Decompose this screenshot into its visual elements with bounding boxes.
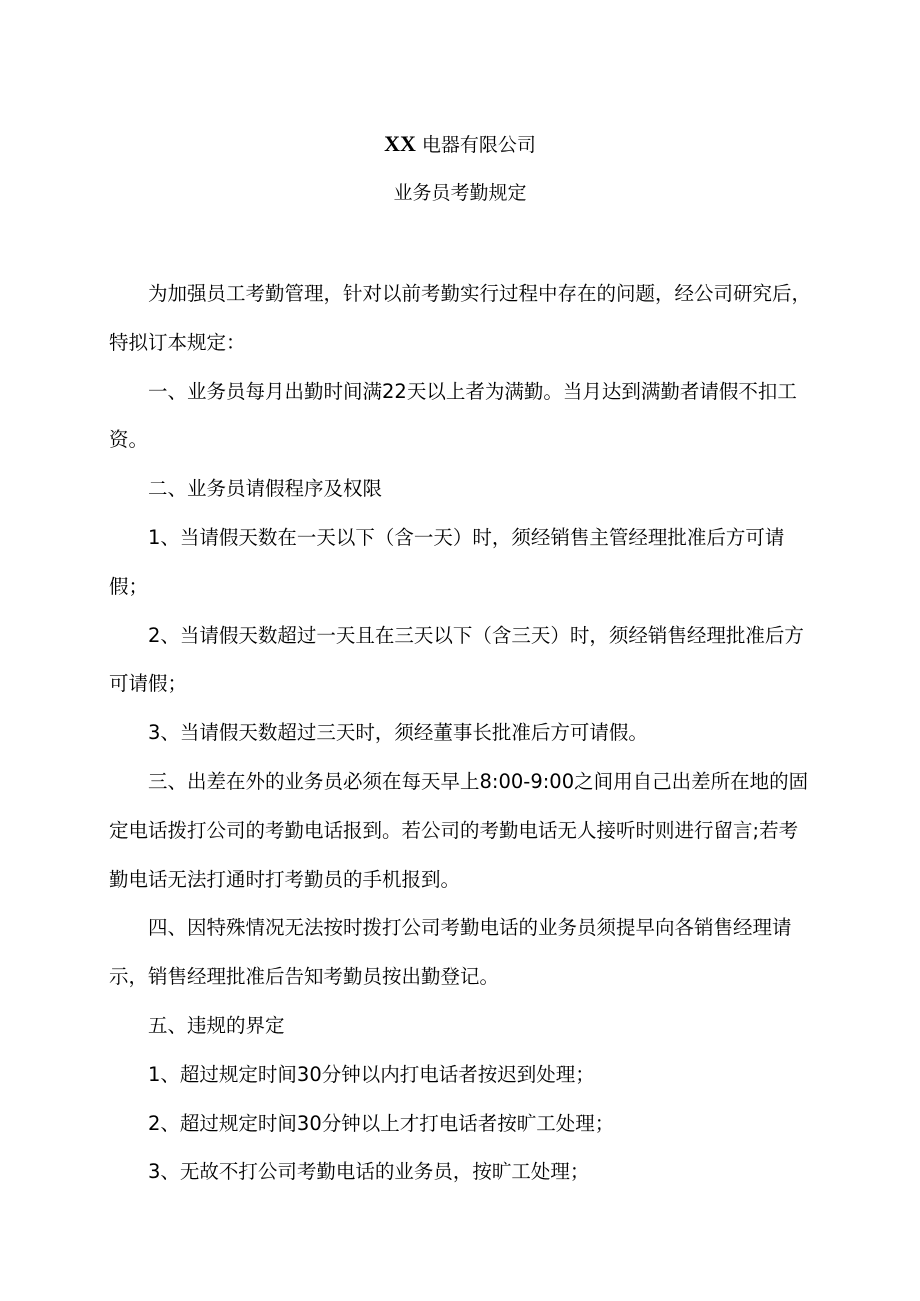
paragraph-section-2-heading: 二、业务员请假程序及权限 — [148, 477, 383, 501]
paragraph-section-2-item-3: 3、当请假天数超过三天时，须经董事长批准后方可请假。 — [148, 721, 648, 745]
company-prefix: XX — [384, 131, 416, 156]
paragraph-intro: 为加强员工考勤管理，针对以前考勤实行过程中存在的问题，经公司研究后，特拟订本规定： — [109, 282, 812, 354]
paragraph-section-2-item-2: 2、当请假天数超过一天且在三天以下（含三天）时，须经销售经理批准后方可请假； — [109, 623, 804, 696]
document-title: 业务员考勤规定 — [393, 182, 527, 204]
company-name: 电器有限公司 — [421, 134, 536, 156]
paragraph-section-5-item-1: 1、超过规定时间30分钟以内打电话者按迟到处理； — [148, 1062, 595, 1086]
paragraph-section-1: 一、业务员每月出勤时间满22天以上者为满勤。当月达到满勤者请假不扣工资。 — [109, 379, 797, 452]
company-title — [0, 130, 920, 159]
paragraph-section-5-heading: 五、违规的界定 — [148, 1013, 285, 1037]
paragraph-section-4: 四、因特殊情况无法按时拨打公司考勤电话的业务员须提早向各销售经理请示，销售经理批准后告知考勤员按出勤登记。 — [109, 916, 792, 989]
paragraph-section-5-item-3: 3、无故不打公司考勤电话的业务员，按旷工处理； — [148, 1160, 590, 1184]
paragraph-section-3: 三、出差在外的业务员必须在每天早上8:00-9:00之间用自己出差所在地的固定电话拨打公司的考勤电话报到。若公司的考勤电话无人接听时则进行留言;若考勤电话无法打通时打考勤员的手机报到。 — [109, 769, 809, 891]
paragraph-section-5-item-2: 2、超过规定时间30分钟以上才打电话者按旷工处理； — [148, 1111, 615, 1135]
document-body — [109, 270, 814, 1197]
paragraph-section-2-item-1: 1、当请假天数在一天以下（含一天）时，须经销售主管经理批准后方可请假； — [109, 525, 785, 598]
